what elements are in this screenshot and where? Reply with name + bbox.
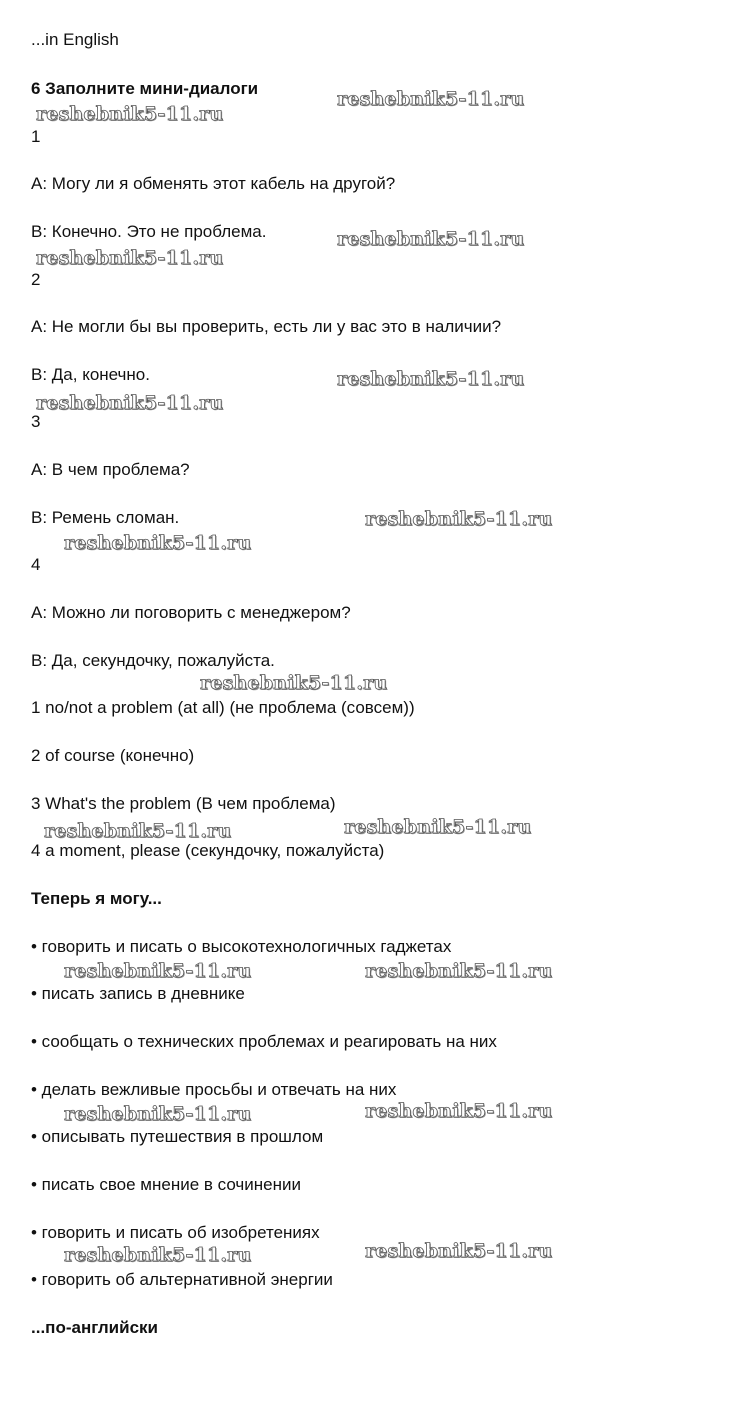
dialogue-2-line-b: B: Да, конечно. (31, 365, 150, 384)
answer-2: 2 of course (конечно) (31, 746, 195, 765)
watermark: reshebnik5-11.ru (36, 247, 224, 269)
dialogue-3-number: 3 (31, 412, 41, 431)
watermark: reshebnik5-11.ru (337, 228, 525, 250)
dialogue-4-line-b: B: Да, секундочку, пожалуйста. (31, 651, 275, 670)
can-do-item-7: • говорить и писать об изобретениях (31, 1223, 320, 1242)
dialogue-3-line-b: B: Ремень сломан. (31, 508, 180, 527)
dialogue-2-number: 2 (31, 270, 41, 289)
can-do-item-5: • описывать путешествия в прошлом (31, 1127, 324, 1146)
answer-1: 1 no/not a problem (at all) (не проблема (совсем)) (31, 698, 415, 717)
can-do-title: Теперь я могу... (31, 889, 162, 908)
can-do-item-2: • писать запись в дневнике (31, 984, 245, 1003)
dialogue-2-line-a: A: Не могли бы вы проверить, есть ли у вас это в наличии? (31, 317, 502, 336)
footer-text: ...по-английски (31, 1318, 158, 1337)
dialogue-3-line-a: A: В чем проблема? (31, 460, 190, 479)
watermark: reshebnik5-11.ru (44, 820, 232, 842)
watermark: reshebnik5-11.ru (36, 103, 224, 125)
dialogue-1-line-b: B: Конечно. Это не проблема. (31, 222, 267, 241)
can-do-item-6: • писать свое мнение в сочинении (31, 1175, 301, 1194)
dialogue-1-number: 1 (31, 127, 41, 146)
watermark: reshebnik5-11.ru (337, 368, 525, 390)
watermark: reshebnik5-11.ru (337, 88, 525, 110)
answer-3: 3 What's the problem (В чем проблема) (31, 794, 336, 813)
watermark: reshebnik5-11.ru (200, 672, 388, 694)
watermark: reshebnik5-11.ru (344, 816, 532, 838)
watermark: reshebnik5-11.ru (365, 1100, 553, 1122)
watermark: reshebnik5-11.ru (365, 508, 553, 530)
can-do-item-4: • делать вежливые просьбы и отвечать на них (31, 1080, 397, 1099)
watermark: reshebnik5-11.ru (365, 960, 553, 982)
can-do-item-8: • говорить об альтернативной энергии (31, 1270, 333, 1289)
watermark: reshebnik5-11.ru (64, 1103, 252, 1125)
watermark: reshebnik5-11.ru (36, 392, 224, 414)
dialogue-4-number: 4 (31, 555, 41, 574)
watermark: reshebnik5-11.ru (64, 1244, 252, 1266)
dialogue-4-line-a: A: Можно ли поговорить с менеджером? (31, 603, 351, 622)
watermark: reshebnik5-11.ru (365, 1240, 553, 1262)
watermark: reshebnik5-11.ru (64, 532, 252, 554)
answer-4: 4 a moment, please (секундочку, пожалуйста) (31, 841, 385, 860)
watermark: reshebnik5-11.ru (64, 960, 252, 982)
header-text: ...in English (31, 30, 119, 49)
can-do-item-3: • сообщать о технических проблемах и реагировать на них (31, 1032, 497, 1051)
exercise-title: 6 Заполните мини-диалоги (31, 79, 259, 98)
dialogue-1-line-a: A: Могу ли я обменять этот кабель на другой? (31, 174, 396, 193)
can-do-item-1: • говорить и писать о высокотехнологичных гаджетах (31, 937, 452, 956)
